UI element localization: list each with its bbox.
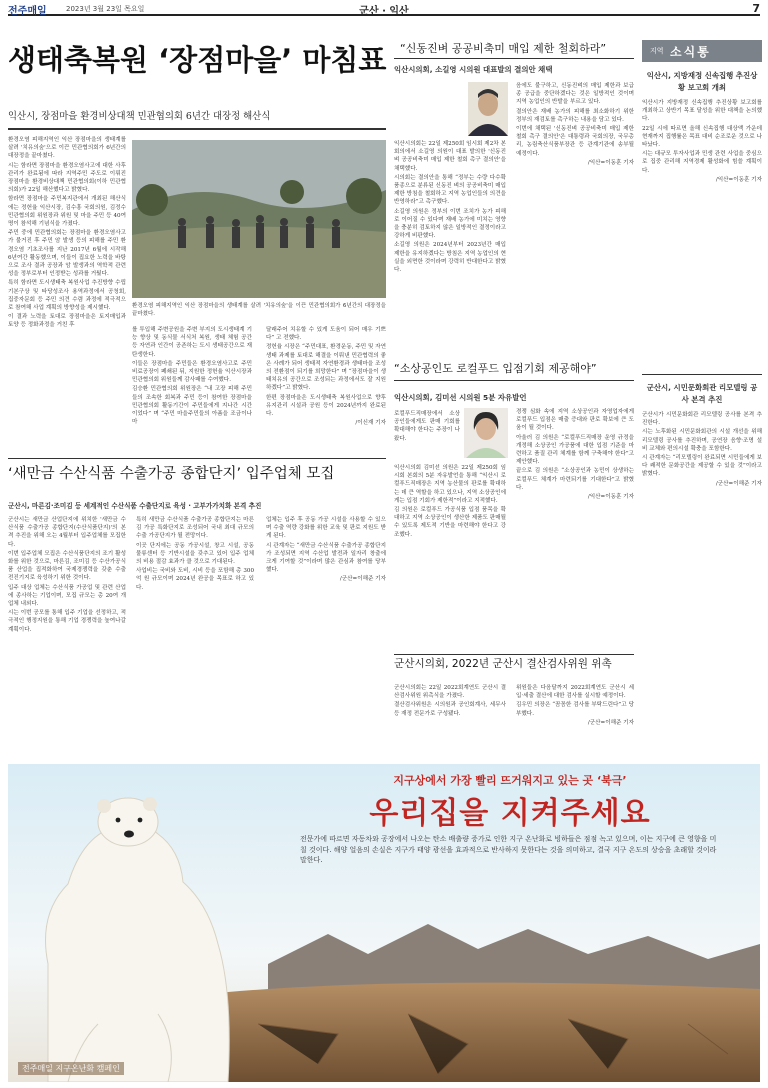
sidebar-news-brief bbox=[642, 40, 762, 760]
reporter-signature: /군산=이해준 기자 bbox=[715, 480, 762, 487]
article-column-3 bbox=[266, 326, 386, 442]
paragraph: 업체는 입주 후 공동 가공 시설을 사용할 수 있으며 수출 역량 강화를 위한 교육 및 판로 지원도 받게 된다. bbox=[266, 517, 386, 540]
article-photo bbox=[132, 140, 386, 298]
portrait-image bbox=[468, 82, 508, 136]
sidebar-item bbox=[642, 70, 762, 370]
paragraph: 로컬푸드직매장에서 소상공인들에게도 판매 기회를 확대해야 한다는 주장이 나왔다. bbox=[394, 411, 460, 442]
article-subtitle: 익산시, 장점마을 환경비상대책 민관협의회 6년간 대장정 해산식 bbox=[8, 111, 271, 122]
article-column-2 bbox=[136, 516, 254, 752]
article-headline: 생태축복원 ‘장점마을’ 마침표 bbox=[8, 43, 387, 77]
paragraph: 를 투입해 주변공원을 주변 부지의 도시생태계 기능 향상 및 동식물 서식처 복원, 생태 체험 공간 등 자연과 인간이 공존하는 도시 생태공간으로 재탄생한다. bbox=[132, 327, 252, 358]
paragraph: 군산시가 시민문화회관 리모델링 공사를 본격 추진한다. bbox=[642, 412, 762, 427]
article-headline: “신동진벼 공공비축미 매입 제한 철회하라” bbox=[400, 42, 607, 55]
paragraph: 이곳 단지에는 공동 가공시설, 창고 시설, 공동 물류센터 등 기반시설을 갖추고 있어 입주 업체의 비용 절감 효과가 클 것으로 기대된다. bbox=[136, 542, 254, 566]
article-column-2 bbox=[516, 684, 634, 756]
article-shindongjin bbox=[394, 40, 634, 340]
paragraph: 함라면 장점마을 주민복지관에서 개최된 해산식에는 정헌율 익산시장, 김수흥 국회의원, 김정수 민관협의회 위원장과 위원 및 마을 주민 등 40여명이 참석해 기념식을 가졌다. bbox=[8, 196, 126, 228]
paragraph: 이번에 채택된 '신동진벼 공공비축미 매입 제한 철회 촉구 결의안'은 대통령과 국회의장, 국무총리, 농림축산식품부장관 등 관계기관에 송부될 예정이다. bbox=[516, 126, 634, 157]
paragraph: 소길영 의원은 2024년부터 2023년간 매입 제한을 유지하겠다는 방침은 지역 농업인의 현실을 외면한 것이라며 강력히 반대한다고 밝혔다. bbox=[394, 242, 506, 274]
paragraph: 달래주어 치유할 수 있게 도움이 되어 매우 기쁘다” 고 전했다. bbox=[266, 327, 386, 342]
paragraph: 끝으로 김 의원은 “소상공인과 농민이 상생하는 로컬푸드 체계가 마련되기를 기대한다”고 밝혔다. bbox=[516, 468, 634, 491]
article-column-1 bbox=[394, 140, 506, 330]
article-headline: 군산시의회, 2022년 군산시 결산검사위원 위촉 bbox=[394, 658, 612, 670]
article-headline: “소상공인도 로컬푸드 입점기회 제공해야” bbox=[394, 362, 597, 375]
ad-body: 전문가에 따르면 자동차와 공장에서 나오는 탄소 배출량 증가로 인한 지구 온난화로 빙하들은 점점 녹고 있으며, 이는 지구에 큰 영향을 미칠 것이다. 해양 얼음의 손실은 지구가 태양 광선을 효과적으로 반사하지 못한다는 것을 의미하고, 결국 지구 온도의 상승을 초래할 것이라 말한다. bbox=[300, 835, 717, 864]
portrait-image bbox=[464, 408, 508, 458]
paragraph: 환경오염 피해지역인 익산 장점마을의 생태계를 살려 '치유의숲'으로 이끈 민관협의회가 6년간의 대장정을 끝마쳤다. bbox=[8, 137, 126, 160]
ad-kicker: 지구상에서 가장 빨리 뜨거워지고 있는 곳 ‘북극’ bbox=[393, 774, 627, 787]
paragraph: 사업비는 국비와 도비, 시비 등을 포함해 총 300억 원 규모이며 2024년 완공을 목표로 하고 있다. bbox=[136, 568, 254, 591]
paragraph: 시는 함라면 장점마을 환경오염사고에 대한 사후관리가 완료됨에 따라 지역주민 주도로 이뤄진 장점마을 환경비상대책 민관협의회(이하 민관협의회)가 22일 해산했다고 밝혔다. bbox=[8, 162, 126, 194]
page-header bbox=[8, 2, 760, 16]
paragraph: 주민 중에 민관협의회는 장점마을 환경오염사고가 불거진 후 주민 암 발생 등의 피해를 주민 환경오염 기초조사를 지난 2017년 6월에 시작해 6년여간 활동했으며, 이들이 집요한 노력을 바탕으로 조사 결과 공장과 암 발생과의 역학적 관련성을 정부로부터 인정받는 성과를 거뒀다. bbox=[8, 230, 126, 278]
divider bbox=[642, 374, 762, 375]
politician-photo bbox=[464, 408, 508, 458]
photo-caption: 환경오염 피해지역인 익산 장점마을의 생태계를 살려 '치유의숲'을 이끈 민관협의회가 6년간의 대장정을 끝마쳤다. bbox=[132, 303, 386, 317]
paragraph: 익산시가 지방재정 신속집행 추진상황 보고회를 개최하고 상반기 목표 달성을 위한 대책을 논의했다. bbox=[642, 100, 762, 123]
paragraph: 시는 이번 공모를 통해 입주 기업을 선정하고, 적극적인 행정지원을 통해 기업 경쟁력을 높여나갈 계획이다. bbox=[8, 610, 126, 633]
reporter-signature: /군산=이해준 기자 bbox=[587, 719, 634, 726]
reporter-signature: /익산=이동훈 기자 bbox=[715, 176, 762, 183]
paragraph: 음에도 불구하고, 신동진벼의 매입 제한과 보급종 공급을 중단하겠다는 것은 일방적인 것이며 지역 농업인의 반발을 부르고 있다. bbox=[516, 83, 634, 106]
article-byline: 익산시의회, 소길영 시의원 대표발의 결의안 채택 bbox=[394, 65, 553, 74]
sidebar-item bbox=[642, 382, 762, 752]
ad-headline: 우리집을 지켜주세요 bbox=[369, 796, 651, 831]
sidebar-header bbox=[642, 40, 762, 62]
paragraph: 위원들은 다음달까지 2022회계연도 군산시 세입·세출 결산에 대한 검사를 실시할 예정이다. bbox=[516, 685, 634, 700]
divider bbox=[394, 654, 634, 655]
article-saemangeum bbox=[8, 458, 386, 758]
article-column-2 bbox=[516, 408, 634, 640]
paragraph: 아울러 김 의원은 “로컬푸드직매장 운영 규정을 개정해 소상공인 가공품에 대한 입점 기준을 마련하고 품질 관리 체계를 함께 구축해야 한다”고 제안했다. bbox=[516, 434, 634, 466]
reporter-signature: /이신재 기자 bbox=[355, 420, 386, 427]
divider bbox=[394, 380, 634, 381]
paragraph: 익산시의회는 22일 제250회 임시회 제2차 본회의에서 소길영 의원이 대표 발의한 '신동진벼 공공비축미 매입 제한 철회 촉구 결의안'을 채택했다. bbox=[394, 141, 506, 172]
article-byline: 군산시, 마른김·조미김 등 세계적인 수산식품 수출단지로 육성 · 고부가가치화 본격 추진 bbox=[8, 502, 262, 510]
article-column-1 bbox=[8, 136, 126, 441]
article-column-2 bbox=[132, 326, 252, 442]
page-number: 7 bbox=[752, 2, 760, 15]
paragraph: 시는 대규모 투자사업과 민생 관련 사업을 중심으로 집중 관리해 지역경제 활성화에 힘쓸 계획이다. bbox=[642, 151, 762, 174]
section-title: 군산 · 익산 bbox=[359, 6, 409, 17]
sidebar-title: 소식통 bbox=[670, 45, 711, 59]
paragraph: 김승환 민관협의회 위원장은 “내 고장 피해 주민들의 조속한 회복과 주민 등이 참여한 장점마을 민관협의회 활동기간이 주민들에게 지나간 시간이었다” 며 “주민 마을주민들의 아픔을 조금이나마 bbox=[132, 386, 252, 426]
paragraph: 김 의원은 로컬푸드 가공식품 입점 품목을 확대하고 지역 소상공인이 생산한 제품도 판매될 수 있도록 제도적 기반을 마련해야 한다고 강조했다. bbox=[394, 507, 506, 538]
paragraph: 시는 노후화된 시민문화회관의 시설 개선을 위해 리모델링 공사를 추진하며, 공연장 음향·조명 설비 교체와 편의시설 확충을 포함한다. bbox=[642, 429, 762, 452]
paragraph: 특히 새만금 수산식품 수출가공 종합단지는 마른김 가공 특화단지로 조성되어 국내 최대 규모의 수출 가공단지가 될 전망이다. bbox=[136, 517, 254, 540]
paragraph: 시 관계자는 “리모델링이 완료되면 시민들에게 보다 쾌적한 문화공간을 제공할 수 있을 것”이라고 밝혔다. bbox=[642, 455, 762, 478]
paragraph: 이 결과 노력을 토대로 장점마을은 토지매입과 토양 등 정화과정을 거친 후 bbox=[8, 314, 126, 329]
paragraph: 결산검사위원은 시의원과 공인회계사, 세무사 등 재정 전문가로 구성됐다. bbox=[394, 702, 506, 717]
article-byline: 익산시의회, 김미선 시의원 5분 자유발언 bbox=[394, 393, 527, 402]
reporter-signature: /익산=이동훈 기자 bbox=[587, 494, 634, 501]
article-local-food bbox=[394, 360, 634, 650]
article-column-3 bbox=[266, 516, 386, 752]
paragraph: 경쟁 심화 속에 지역 소상공인과 자영업자에게 로컬푸드 입점은 매출 증대와 판로 확보에 큰 도움이 될 것이다. bbox=[516, 409, 634, 432]
article-headline: ‘새만금 수산식품 수출가공 종합단지’ 입주업체 모집 bbox=[8, 466, 335, 482]
sidebar-item-title: 군산시, 시민문화회관 리모델링 공사 본격 추진 bbox=[646, 383, 758, 404]
reporter-signature: /익산=이동훈 기자 bbox=[587, 159, 634, 166]
article-jangjeom bbox=[8, 40, 386, 450]
paragraph: 입주 대상 업체는 수산식품 가공업 및 관련 산업에 종사하는 기업이며, 모집 규모는 총 20여 개 업체 내외다. bbox=[8, 584, 126, 608]
article-column-1 bbox=[394, 410, 460, 460]
paragraph: 군산시의회는 22일 2022회계연도 군산시 결산검사위원 위촉식을 가졌다. bbox=[394, 685, 506, 700]
divider bbox=[8, 458, 386, 459]
paragraph: 22일 시에 따르면 올해 신속집행 대상액 가운데 현재까지 집행률은 목표 대비 순조로운 것으로 나타났다. bbox=[642, 125, 762, 149]
paragraph: 이들은 장점마을 주민들은 환경오염사고로 주민비료공장이 폐쇄된 뒤, 지원한 정헌율 익산시장과 민관협의회 위원들께 감사패를 수여했다. bbox=[132, 360, 252, 384]
paragraph: 시의회는 결의안을 통해 “정부는 수량 다수확 품종으로 분류된 신동진 벼의 공공비축미 매입 제한 방침을 철회하고 지역 농업인들의 의견을 반영하라”고 촉구했다. bbox=[394, 174, 506, 206]
newspaper-brand: 전주매일 bbox=[8, 6, 47, 17]
group-photo-image bbox=[132, 140, 386, 298]
issue-date: 2023년 3월 23일 목요일 bbox=[66, 5, 145, 13]
paragraph: 소길영 의원은 정부의 이번 조치가 농가 피해로 이어질 수 있다며 재배 농가에 미치는 영향을 충분히 검토하지 않은 일방적인 결정이라고 강하게 비판했다. bbox=[394, 208, 506, 240]
paragraph: 시 관계자는 “새만금 수산식품 수출가공 종합단지가 조성되면 지역 수산업 발전과 일자리 창출에 크게 기여할 것”이라며 많은 관심과 참여를 당부했다. bbox=[266, 542, 386, 574]
paragraph: 익산시의회 김미선 의원은 22일 제250회 임시회 본회의 5분 자유발언을 통해 “익산시 로컬푸드직매장은 지역 농산물의 판로를 확대하는 데 큰 역할을 하고 있으나, 지역 소상공인에게는 입점 기회가 제한적”이라고 지적했다. bbox=[394, 465, 506, 504]
divider bbox=[8, 128, 386, 130]
paragraph: 결의안은 재배 농가의 피해를 최소화하기 위한 정부의 재검토를 촉구하는 내용을 담고 있다. bbox=[516, 108, 634, 123]
divider bbox=[394, 58, 634, 59]
paragraph: 김우민 의장은 “꼼꼼한 검사를 부탁드린다”고 당부했다. bbox=[516, 702, 634, 717]
sidebar-tag: 지역 bbox=[650, 47, 664, 55]
paragraph: 이번 입주업체 모집은 수산식품단지의 조기 활성화를 위한 것으로, 마른김, 조미김 등 수산가공식품 산업을 집적화하여 국제경쟁력을 갖춘 수출 전진기지로 육성하기 위한 것이다. bbox=[8, 550, 126, 582]
climate-campaign-ad bbox=[8, 764, 760, 1082]
article-column-1 bbox=[8, 516, 126, 752]
article-column-2 bbox=[516, 82, 634, 332]
reporter-signature: /군산=이해준 기자 bbox=[339, 576, 386, 583]
article-column-1b bbox=[394, 464, 506, 640]
ad-footer: 전주매일 지구온난화 캠페인 bbox=[18, 1062, 124, 1075]
article-audit-committee bbox=[394, 654, 634, 758]
paragraph: 정헌율 시장은 “주민대표, 환경운동, 주민 및 자연생태 과제를 토대로 해결을 이뤄낸 민관협력의 좋은 사례가 되어 생태적 자연환경과 생태마을 조성의 전환점이 되기를 희망한다” 며 “장점마을이 생태치유의 공간으로 조성되는 과정에서도 잘 지원하겠다”고 밝혔다. bbox=[266, 344, 386, 392]
paragraph: 군산시는 새만금 산업단지에 위치한 '새만금 수산식품 수출가공 종합단지(수산식품단지)'의 본격 추진을 위해 오는 4월부터 입주업체를 모집한다. bbox=[8, 517, 126, 548]
paragraph: 특히 함라면 도시생태축 복원사업 추진방향 수립 기본구상 및 타당성조사 용역과정에서 공청회, 집중자문회 등 주민 의견 수렴 과정에 적극적으로 참여해 사업 계획의 방향성을 제시했다. bbox=[8, 280, 126, 312]
politician-photo bbox=[468, 82, 508, 136]
article-column-1 bbox=[394, 684, 506, 756]
sidebar-item-title: 익산시, 지방재정 신속집행 추진상황 보고회 개최 bbox=[646, 71, 758, 92]
paragraph: 한편 장점마을은 도시생태축 복원사업으로 향후 유지관리 시설과 공원 등이 2024년까지 완료된다. bbox=[266, 394, 386, 418]
